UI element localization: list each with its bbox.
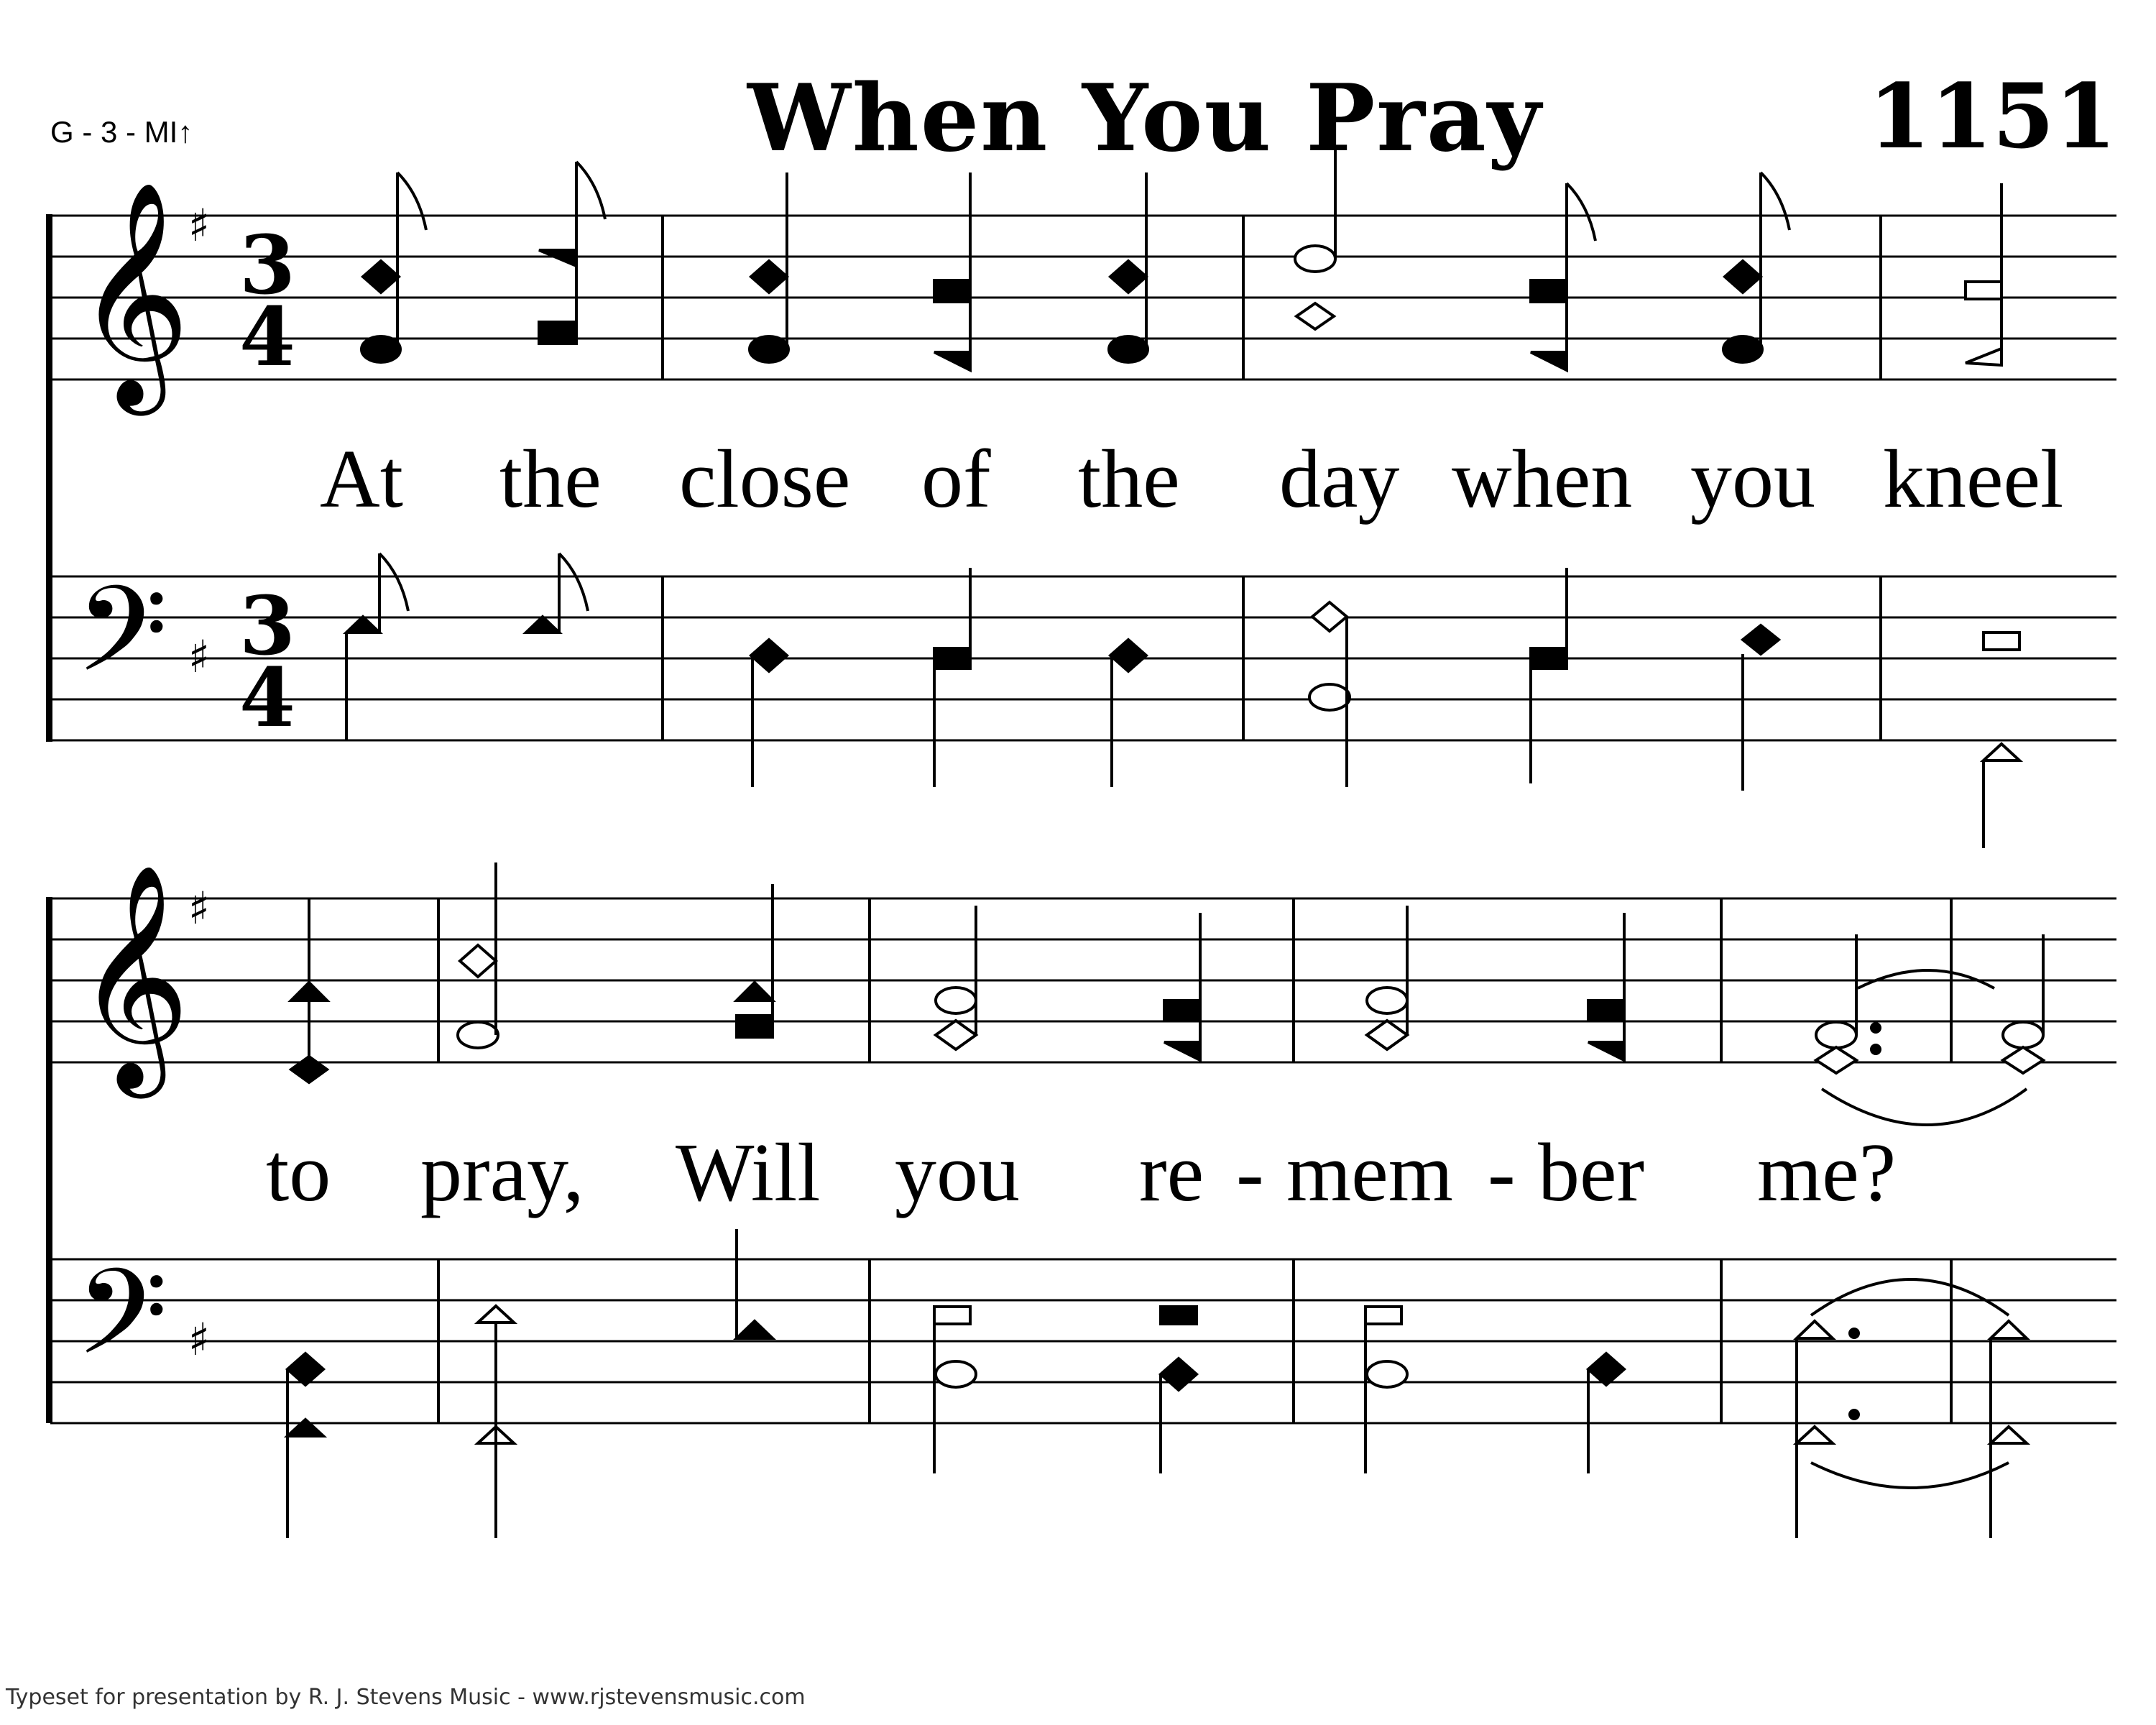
lyric-hyphen: - [1488, 1127, 1516, 1219]
lyric-syllable: Will [676, 1127, 821, 1219]
lyric-syllable: to [266, 1127, 331, 1219]
lyrics-2 [266, 1127, 1896, 1219]
treble-time-top: 3 [239, 218, 295, 313]
lyric-syllable: when [1452, 433, 1633, 525]
bass-staff-1 [50, 576, 2116, 740]
treble-time-bottom: 4 [239, 290, 295, 385]
lyric-syllable: you [1690, 433, 1815, 525]
treble-key-sharp: ♯ [188, 199, 211, 252]
lyric-syllable: kneel [1883, 433, 2064, 525]
treble-clef-icon: 𝄞 [75, 862, 190, 1088]
system-2-bracket [46, 897, 52, 1423]
lyric-syllable: day [1279, 433, 1400, 525]
treble-notes-2 [291, 862, 2043, 1125]
note-head [363, 261, 399, 293]
treble-key-sharp: ♯ [188, 882, 211, 934]
treble-notes-1 [361, 147, 2001, 370]
system-1-bracket [46, 214, 52, 742]
system-2 [46, 862, 2116, 1538]
lyrics-1 [320, 433, 2063, 525]
key-info: G - 3 - MI↑ [50, 115, 193, 149]
lyric-syllable: close [679, 433, 851, 525]
note-head [539, 250, 576, 266]
note-head [539, 322, 576, 344]
bass-time-top: 3 [239, 579, 295, 673]
treble-staff-1 [50, 216, 2116, 380]
lyric-syllable: ber [1538, 1127, 1645, 1219]
lyric-syllable: the [1078, 433, 1180, 525]
hymn-number: 1151 [1868, 65, 2116, 169]
bass-notes-2 [287, 1229, 2027, 1538]
lyric-syllable: re [1139, 1127, 1204, 1219]
lyric-hyphen: - [1236, 1127, 1264, 1219]
bass-time-bottom: 4 [239, 651, 295, 745]
lyric-syllable: the [499, 433, 602, 525]
treble-staff-2 [50, 898, 2116, 1062]
note-head [361, 336, 400, 362]
lyric-syllable: of [921, 433, 991, 525]
bass-notes-1 [346, 553, 2019, 848]
bass-key-sharp: ♯ [188, 630, 211, 683]
lyric-syllable: At [320, 433, 403, 525]
system-1 [46, 147, 2116, 848]
footer-credit: Typeset for presentation by R. J. Stevens Music - www.rjstevensmusic.com [6, 1685, 806, 1710]
bass-staff-2 [50, 1259, 2116, 1423]
hymn-title: When You Pray [747, 65, 1543, 172]
bass-clef-icon: 𝄢 [75, 1243, 168, 1411]
lyric-syllable: me? [1757, 1127, 1897, 1219]
bass-clef-icon: 𝄢 [75, 561, 168, 728]
lyric-syllable: mem [1286, 1127, 1453, 1219]
bass-key-sharp: ♯ [188, 1313, 211, 1366]
treble-clef-icon: 𝄞 [75, 179, 190, 405]
lyric-syllable: you [895, 1127, 1020, 1219]
lyric-syllable: pray, [420, 1127, 584, 1219]
